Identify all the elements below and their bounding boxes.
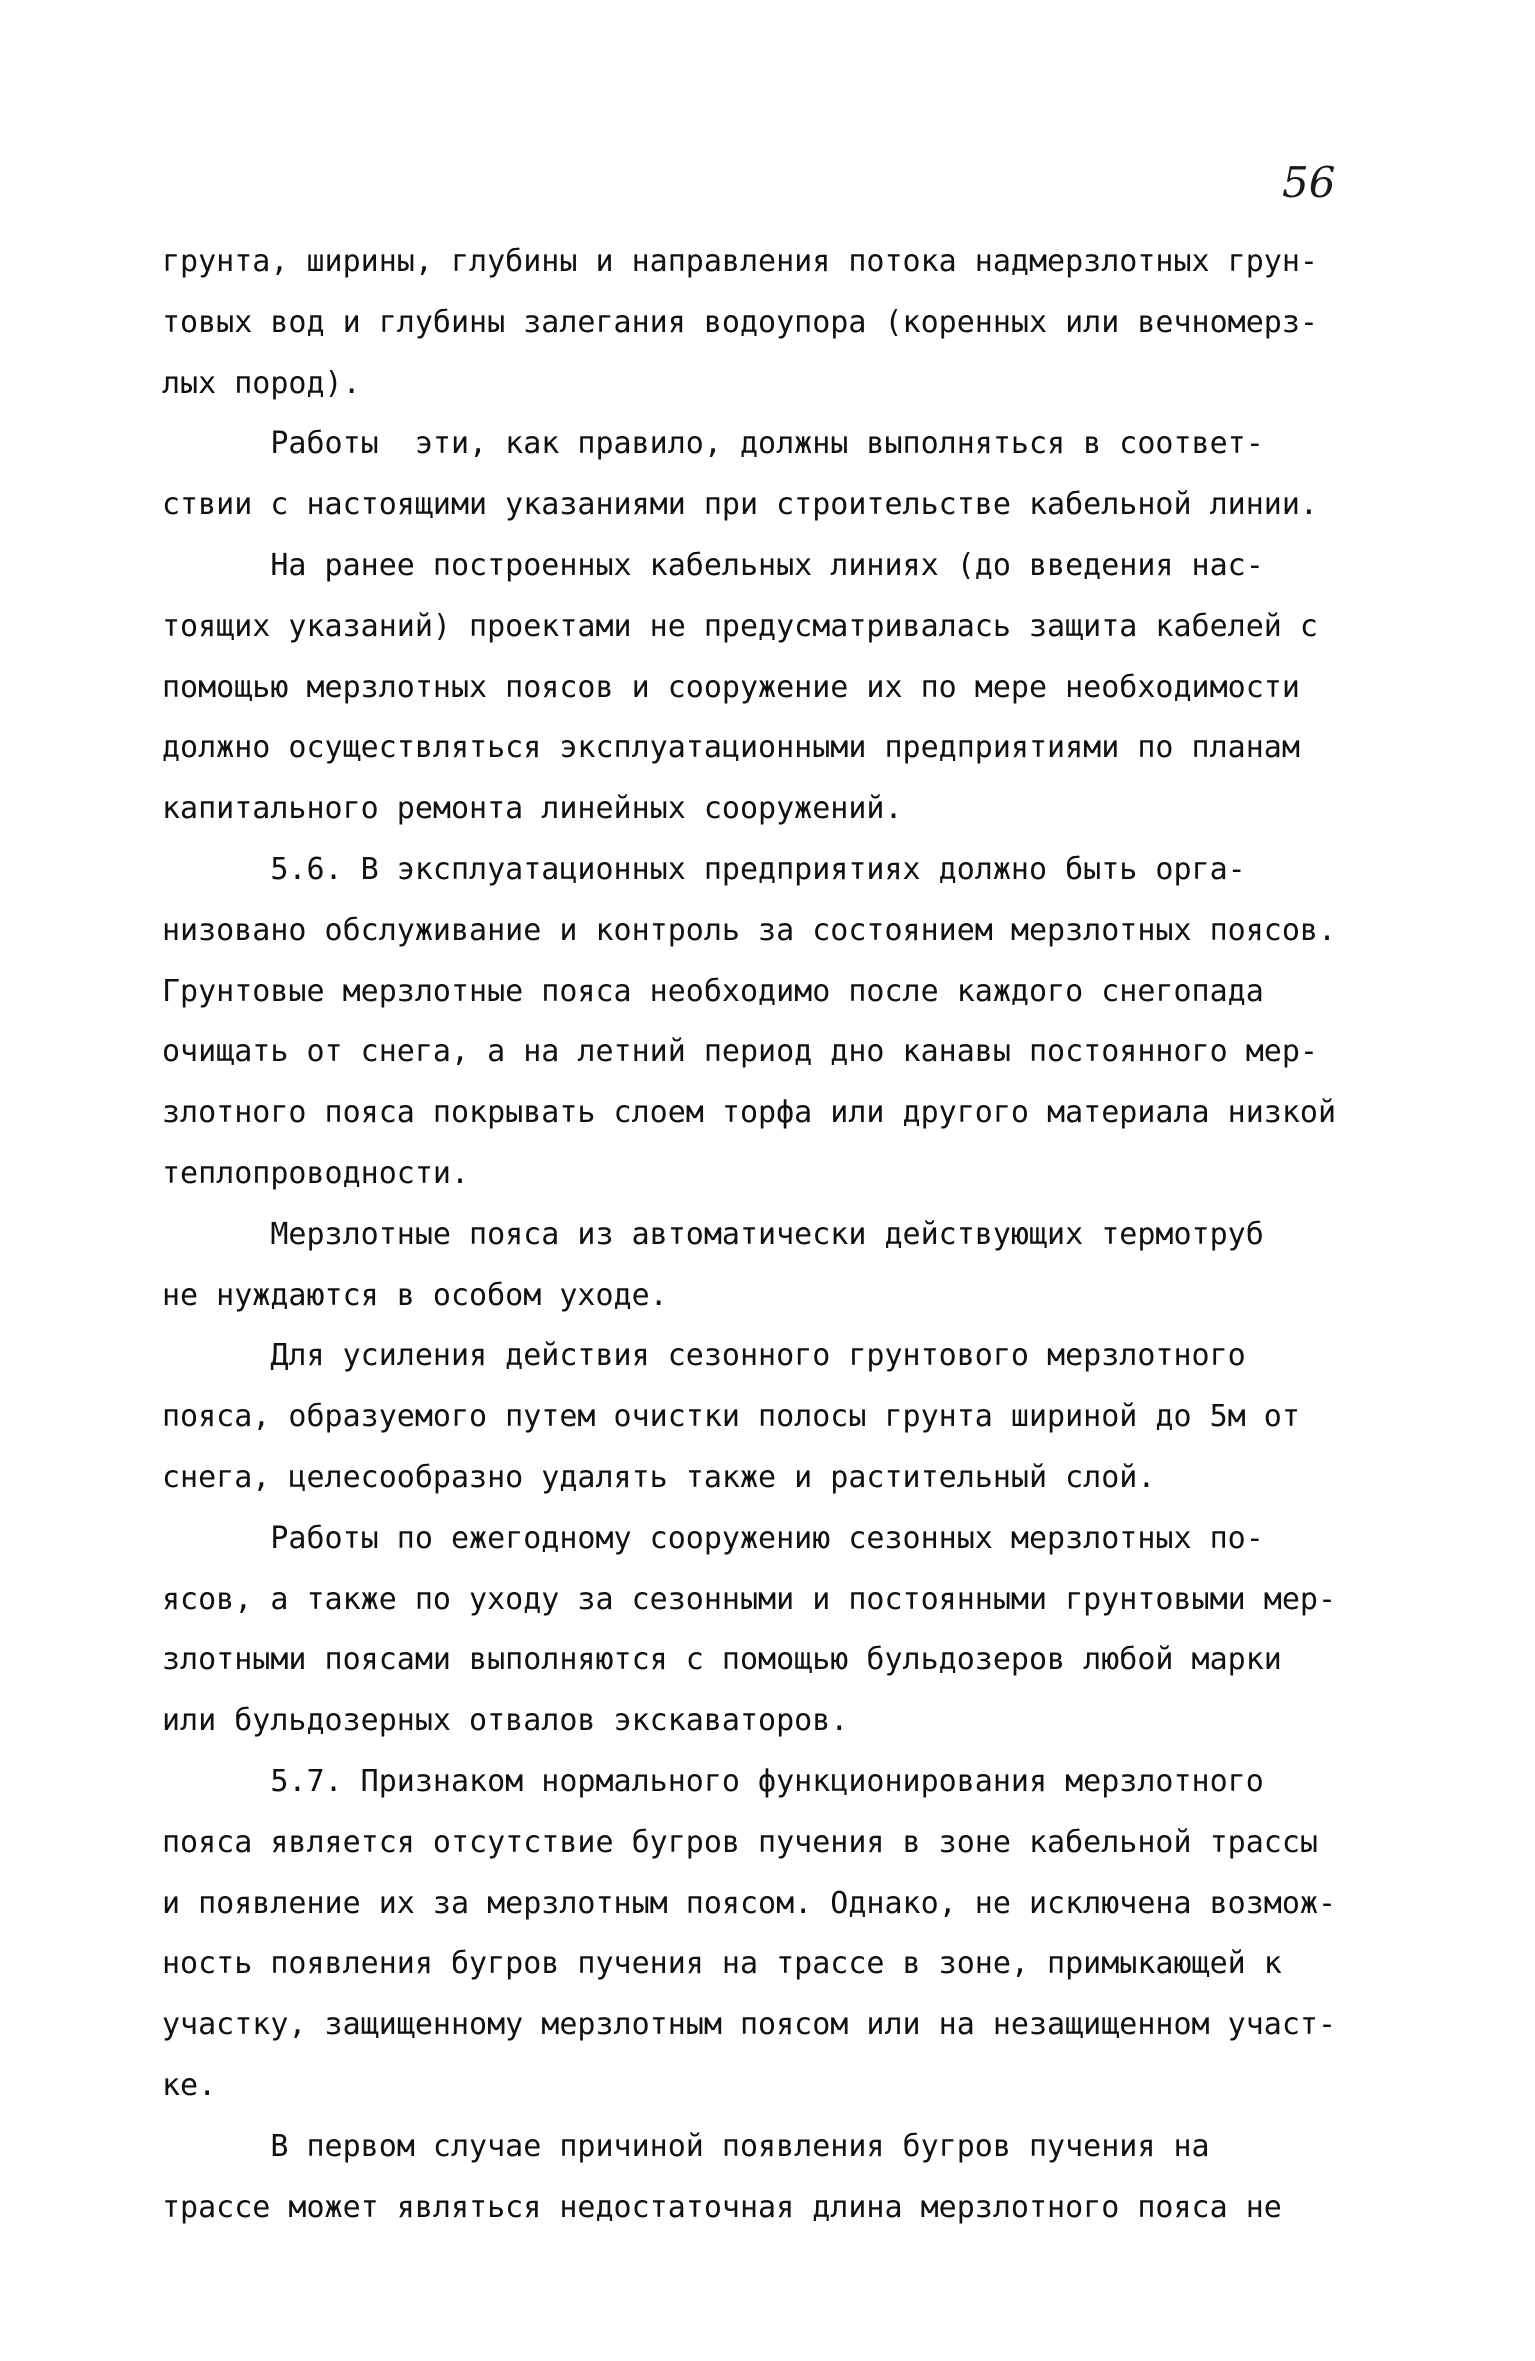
text-line: тоящих указаний) проектами не предусматривалась защита кабелей с xyxy=(162,608,1318,644)
body-text xyxy=(162,232,1372,2238)
text-line: и появление их за мерзлотным поясом. Однако, не исключена возмож- xyxy=(162,1885,1336,1921)
text-line: очищать от снега, а на летний период дно канавы постоянного мер- xyxy=(162,1034,1318,1070)
page-number: 56 xyxy=(1282,158,1336,207)
text-line: Для усиления действия сезонного грунтового мерзлотного xyxy=(162,1338,1246,1374)
text-line: ствии с настоящими указаниями при строительстве кабельной линии. xyxy=(162,487,1318,523)
text-line: не нуждаются в особом уходе. xyxy=(162,1277,668,1313)
text-line: товых вод и глубины залегания водоупора (коренных или вечномерз- xyxy=(162,304,1318,340)
text-line: ке. xyxy=(162,2067,217,2103)
text-line: помощью мерзлотных поясов и сооружение их по мере необходимости xyxy=(162,669,1300,705)
text-line: снега, целесообразно удалять также и растительный слой. xyxy=(162,1459,1156,1495)
text-line: злотными поясами выполняются с помощью бульдозеров любой марки xyxy=(162,1642,1282,1678)
text-line: Грунтовые мерзлотные пояса необходимо после каждого снегопада xyxy=(162,973,1264,1009)
text-line: В первом случае причиной появления бугров пучения на xyxy=(162,2128,1210,2164)
text-line: лых пород). xyxy=(162,365,361,401)
text-line: пояса является отсутствие бугров пучения в зоне кабельной трассы xyxy=(162,1824,1318,1860)
text-line: грунта, ширины, глубины и направления потока надмерзлотных грун- xyxy=(162,244,1318,279)
text-line: трассе может являться недостаточная длина мерзлотного пояса не xyxy=(162,2189,1282,2225)
text-line: ясов, а также по уходу за сезонными и постоянными грунтовыми мер- xyxy=(162,1581,1336,1617)
text-line: ность появления бугров пучения на трассе в зоне, примыкающей к xyxy=(162,1946,1282,1982)
text-line: На ранее построенных кабельных линиях (до введения нас- xyxy=(162,547,1264,583)
text-line: низовано обслуживание и контроль за состоянием мерзлотных поясов. xyxy=(162,912,1336,948)
text-line: капитального ремонта линейных сооружений. xyxy=(162,791,903,827)
text-line: или бульдозерных отвалов экскаваторов. xyxy=(162,1703,849,1739)
text-line: 5.7. Признаком нормального функционирования мерзлотного xyxy=(162,1763,1264,1799)
text-line: теплопроводности. xyxy=(162,1155,470,1191)
text-line: участку, защищенному мерзлотным поясом или на незащищенном участ- xyxy=(162,2007,1336,2043)
text-line: должно осуществляться эксплуатационными предприятиями по планам xyxy=(162,730,1300,766)
text-line: Работы по ежегодному сооружению сезонных мерзлотных по- xyxy=(162,1520,1264,1556)
text-line: злотного пояса покрывать слоем торфа или другого материала низкой xyxy=(162,1095,1336,1131)
text-line: Мерзлотные пояса из автоматически действующих термотруб xyxy=(162,1216,1264,1252)
text-line: 5.6. В эксплуатационных предприятиях должно быть орга- xyxy=(162,851,1246,887)
text-line: пояса, образуемого путем очистки полосы грунта шириной до 5м от xyxy=(162,1399,1300,1435)
text-line: Работы эти, как правило, должны выполняться в соответ- xyxy=(162,426,1264,462)
